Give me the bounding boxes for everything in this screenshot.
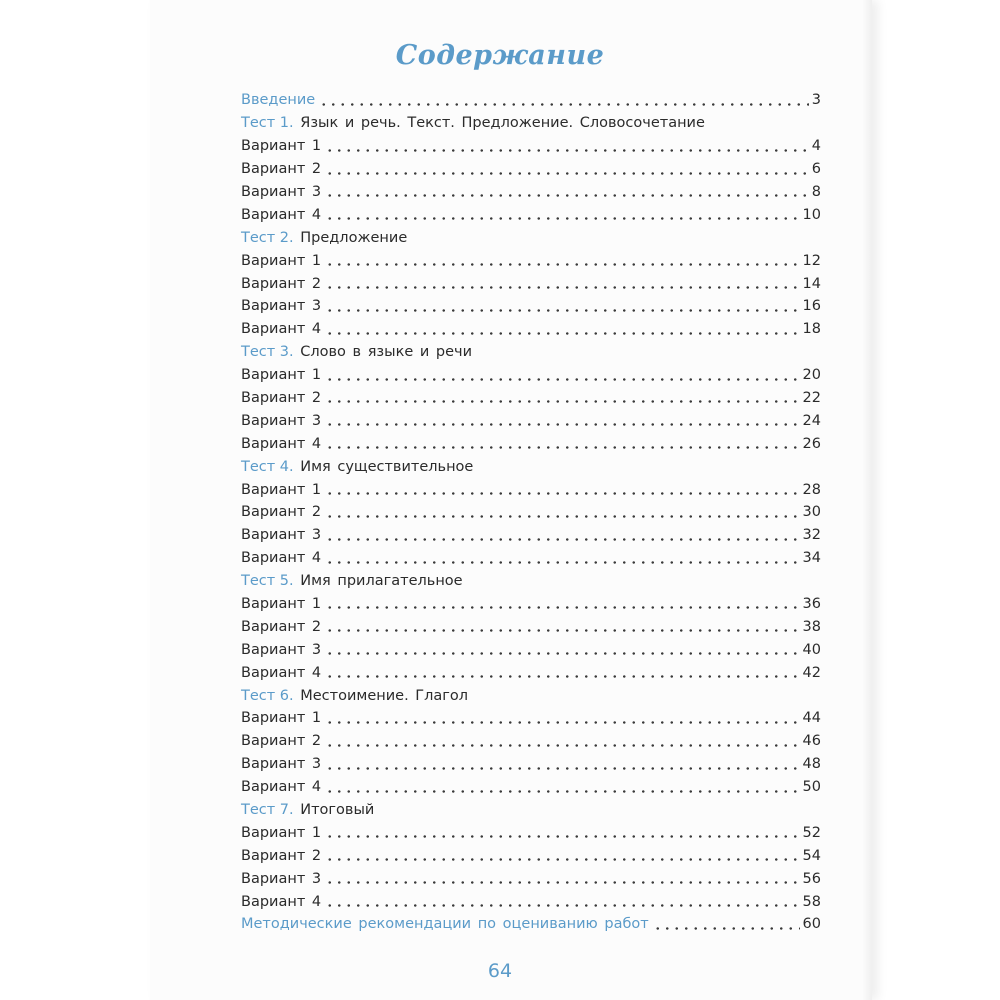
toc-variant-entry — [241, 156, 821, 179]
toc-variant-entry — [241, 820, 821, 843]
dot-leader — [325, 835, 799, 838]
toc-variant-entry — [241, 591, 821, 614]
toc-page-number: 10 — [802, 206, 821, 223]
toc-variant-entry — [241, 293, 821, 316]
variant-label: Вариант 4 — [241, 664, 322, 681]
toc-variant-entry — [241, 751, 821, 774]
dot-leader — [325, 904, 799, 907]
dot-leader — [325, 881, 799, 884]
toc-variant-entry — [241, 728, 821, 751]
variant-label: Вариант 1 — [241, 595, 322, 612]
test-title: Имя прилагательное — [300, 573, 463, 590]
dot-leader — [325, 263, 799, 266]
variant-label: Вариант 2 — [241, 161, 322, 178]
variant-label: Вариант 2 — [241, 389, 322, 406]
test-number: Тест 1. — [241, 115, 294, 132]
toc-page-number: 60 — [802, 916, 821, 933]
toc-page-number: 36 — [802, 595, 821, 612]
dot-leader — [325, 217, 799, 220]
toc-variant-entry — [241, 385, 821, 408]
dot-leader — [325, 423, 799, 426]
test-title: Местоимение. Глагол — [300, 687, 469, 704]
toc-page-number: 14 — [802, 275, 821, 292]
toc-test-heading — [241, 339, 821, 362]
dot-leader — [325, 172, 809, 175]
toc-page-number: 12 — [802, 252, 821, 269]
variant-label: Вариант 2 — [241, 504, 322, 521]
toc-variant-entry — [241, 476, 821, 499]
toc-variant-entry — [241, 179, 821, 202]
test-title: Слово в языке и речи — [300, 344, 473, 361]
toc-variant-entry — [241, 316, 821, 339]
toc-variant-entry — [241, 545, 821, 568]
variant-label: Вариант 3 — [241, 641, 322, 658]
variant-label: Вариант 4 — [241, 206, 322, 223]
test-number: Тест 4. — [241, 458, 294, 475]
dot-leader — [325, 767, 799, 770]
dot-leader — [325, 652, 799, 655]
toc-page-number: 6 — [811, 161, 821, 178]
dot-leader — [325, 378, 799, 381]
variant-label: Вариант 1 — [241, 367, 322, 384]
dot-leader — [653, 927, 800, 930]
variant-label: Вариант 2 — [241, 733, 322, 750]
toc-variant-entry — [241, 522, 821, 545]
toc-test-heading — [241, 224, 821, 247]
toc-variant-entry — [241, 636, 821, 659]
variant-label: Вариант 1 — [241, 252, 322, 269]
dot-leader — [325, 561, 799, 564]
table-of-contents — [241, 87, 821, 934]
toc-page-number: 44 — [802, 710, 821, 727]
variant-label: Вариант 4 — [241, 893, 322, 910]
variant-label: Вариант 2 — [241, 847, 322, 864]
dot-leader — [325, 538, 799, 541]
dot-leader — [325, 721, 799, 724]
toc-page-number: 28 — [802, 481, 821, 498]
toc-variant-entry — [241, 888, 821, 911]
toc-test-heading — [241, 568, 821, 591]
toc-entry-intro — [241, 87, 821, 110]
toc-page-number: 30 — [802, 504, 821, 521]
dot-leader — [325, 149, 809, 152]
test-number: Тест 3. — [241, 344, 294, 361]
toc-variant-entry — [241, 705, 821, 728]
variant-label: Вариант 3 — [241, 298, 322, 315]
toc-variant-entry — [241, 613, 821, 636]
dot-leader — [325, 629, 799, 632]
toc-test-heading — [241, 682, 821, 705]
variant-label: Вариант 3 — [241, 183, 322, 200]
dot-leader — [325, 675, 799, 678]
toc-page-number: 34 — [802, 550, 821, 567]
toc-page-number: 20 — [802, 367, 821, 384]
toc-page-number: 52 — [802, 824, 821, 841]
variant-label: Вариант 4 — [241, 435, 322, 452]
test-number: Тест 6. — [241, 687, 294, 704]
toc-variant-entry — [241, 774, 821, 797]
toc-variant-entry — [241, 201, 821, 224]
toc-entry-label: Методические рекомендации по оцениванию работ — [241, 916, 649, 933]
toc-entry-label: Введение — [241, 92, 316, 109]
toc-test-heading — [241, 797, 821, 820]
dot-leader — [325, 790, 799, 793]
test-number: Тест 2. — [241, 229, 294, 246]
toc-page-number: 4 — [811, 138, 821, 155]
dot-leader — [325, 446, 799, 449]
toc-variant-entry — [241, 865, 821, 888]
toc-page-number: 46 — [802, 733, 821, 750]
test-title: Предложение — [300, 229, 408, 246]
toc-page-number: 42 — [802, 664, 821, 681]
page-title: Содержание — [395, 40, 605, 71]
toc-page-number: 58 — [802, 893, 821, 910]
variant-label: Вариант 2 — [241, 618, 322, 635]
variant-label: Вариант 4 — [241, 550, 322, 567]
test-number: Тест 7. — [241, 802, 294, 818]
dot-leader — [325, 286, 799, 289]
toc-page-number: 8 — [811, 183, 821, 200]
variant-label: Вариант 1 — [241, 138, 322, 155]
variant-label: Вариант 4 — [241, 321, 322, 338]
variant-label: Вариант 2 — [241, 275, 322, 292]
dot-leader — [325, 332, 799, 335]
toc-variant-entry — [241, 362, 821, 385]
toc-variant-entry — [241, 842, 821, 865]
variant-label: Вариант 3 — [241, 527, 322, 544]
test-title: Итоговый — [300, 802, 375, 818]
toc-variant-entry — [241, 133, 821, 156]
dot-leader — [325, 858, 799, 861]
toc-page-number: 3 — [811, 92, 821, 109]
page-number: 64 — [487, 960, 513, 982]
variant-label: Вариант 3 — [241, 756, 322, 773]
variant-label: Вариант 1 — [241, 710, 322, 727]
variant-label: Вариант 3 — [241, 412, 322, 429]
dot-leader — [325, 606, 799, 609]
dot-leader — [325, 492, 799, 495]
toc-page-number: 50 — [802, 779, 821, 796]
toc-page-number: 24 — [802, 412, 821, 429]
toc-test-heading — [241, 110, 821, 133]
toc-page-number: 56 — [802, 870, 821, 887]
toc-variant-entry — [241, 407, 821, 430]
test-title: Имя существительное — [300, 458, 474, 475]
dot-leader — [325, 309, 799, 312]
variant-label: Вариант 4 — [241, 779, 322, 796]
variant-label: Вариант 1 — [241, 481, 322, 498]
toc-variant-entry — [241, 430, 821, 453]
page-gutter-shadow — [862, 0, 872, 1000]
dot-leader — [325, 194, 809, 197]
toc-page-number: 26 — [802, 435, 821, 452]
toc-variant-entry — [241, 499, 821, 522]
variant-label: Вариант 1 — [241, 824, 322, 841]
toc-page-number: 18 — [802, 321, 821, 338]
toc-page-number: 22 — [802, 389, 821, 406]
toc-entry-methodology — [241, 911, 821, 934]
toc-page-number: 32 — [802, 527, 821, 544]
test-number: Тест 5. — [241, 573, 294, 590]
test-title: Язык и речь. Текст. Предложение. Словосочетание — [300, 115, 705, 132]
toc-variant-entry — [241, 659, 821, 682]
toc-page-number: 16 — [802, 298, 821, 315]
toc-test-heading — [241, 453, 821, 476]
variant-label: Вариант 3 — [241, 870, 322, 887]
dot-leader — [325, 744, 799, 747]
toc-page-number: 48 — [802, 756, 821, 773]
dot-leader — [325, 400, 799, 403]
dot-leader — [325, 515, 799, 518]
dot-leader — [319, 103, 809, 106]
toc-variant-entry — [241, 247, 821, 270]
toc-page-number: 40 — [802, 641, 821, 658]
toc-page-number: 54 — [802, 847, 821, 864]
toc-variant-entry — [241, 270, 821, 293]
toc-page-number: 38 — [802, 618, 821, 635]
